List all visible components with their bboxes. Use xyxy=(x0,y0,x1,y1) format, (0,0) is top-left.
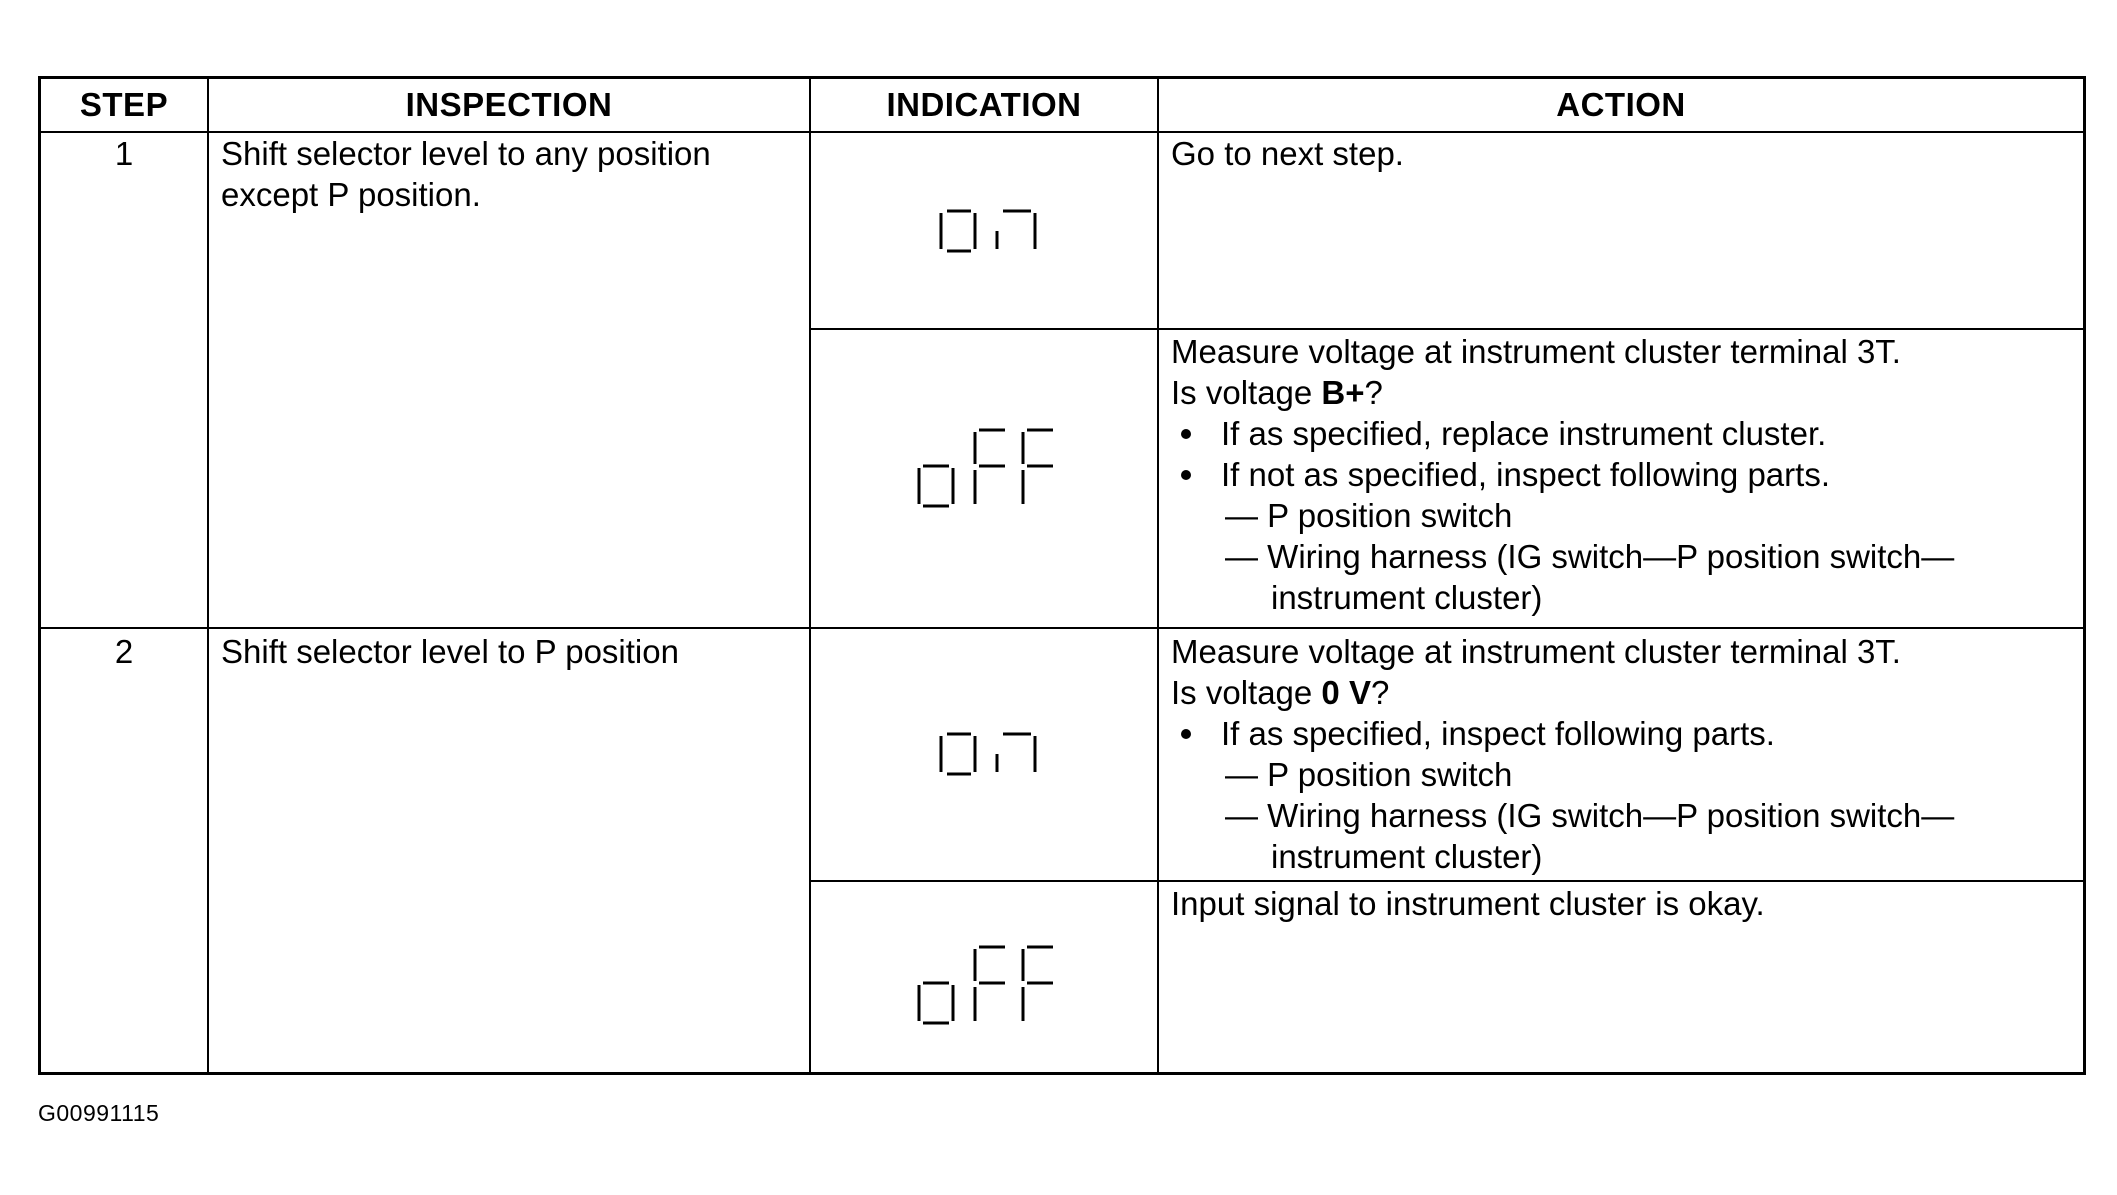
step-number: 2 xyxy=(114,633,134,670)
action-bullet xyxy=(1181,713,1775,754)
segment-display-off xyxy=(917,945,1057,1025)
question-value: B+ xyxy=(1321,374,1365,411)
action-text: Go to next step. xyxy=(1171,135,1404,172)
inspection-table xyxy=(38,76,2086,1075)
row-divider-2a-2b xyxy=(809,880,2083,882)
action-question xyxy=(1171,372,1383,413)
action-bullet xyxy=(1181,413,1826,454)
action-text: Measure voltage at instrument cluster terminal 3T. xyxy=(1171,633,1901,670)
bullet-icon xyxy=(1181,470,1191,480)
header-inspection: INSPECTION xyxy=(405,86,613,123)
inspection-text: except P position. xyxy=(221,176,481,213)
header-action: ACTION xyxy=(1556,86,1686,123)
action-subitem: — P position switch xyxy=(1225,756,1513,793)
step-number: 1 xyxy=(114,135,134,172)
action-subitem: — Wiring harness (IG switch—P position switch— xyxy=(1225,538,1955,575)
action-subitem: — Wiring harness (IG switch—P position switch— xyxy=(1225,797,1955,834)
segment-display-off xyxy=(917,428,1057,508)
segment-display-on xyxy=(937,207,1037,257)
question-suffix: ? xyxy=(1364,374,1383,411)
action-subitem: instrument cluster) xyxy=(1271,838,1543,875)
bullet-text: If not as specified, inspect following parts. xyxy=(1221,456,1830,493)
row-divider-1a-1b xyxy=(809,328,2083,330)
question-suffix: ? xyxy=(1370,674,1390,711)
col-divider-step xyxy=(207,79,209,1072)
row-divider-step1-step2 xyxy=(41,627,2083,629)
action-subitem: instrument cluster) xyxy=(1271,579,1543,616)
col-divider-inspection xyxy=(809,79,811,1072)
bullet-icon xyxy=(1181,729,1191,739)
segment-display-on xyxy=(937,730,1037,780)
header-step: STEP xyxy=(79,86,169,123)
question-value: 0 V xyxy=(1321,674,1371,711)
action-bullet xyxy=(1181,454,1830,495)
header-indication: INDICATION xyxy=(886,86,1082,123)
action-subitem: — P position switch xyxy=(1225,497,1513,534)
question-prefix: Is voltage xyxy=(1171,674,1322,711)
bullet-icon xyxy=(1181,429,1191,439)
action-text: Measure voltage at instrument cluster terminal 3T. xyxy=(1171,333,1901,370)
action-question xyxy=(1171,672,1389,713)
inspection-text: Shift selector level to P position xyxy=(221,633,679,670)
action-text: Input signal to instrument cluster is okay. xyxy=(1171,885,1765,922)
bullet-text: If as specified, replace instrument cluster. xyxy=(1221,415,1827,452)
col-divider-indication xyxy=(1157,79,1159,1072)
figure-id: G00991115 xyxy=(38,1100,160,1126)
bullet-text: If as specified, inspect following parts. xyxy=(1221,715,1775,752)
question-prefix: Is voltage xyxy=(1171,374,1322,411)
inspection-text: Shift selector level to any position xyxy=(221,135,711,172)
